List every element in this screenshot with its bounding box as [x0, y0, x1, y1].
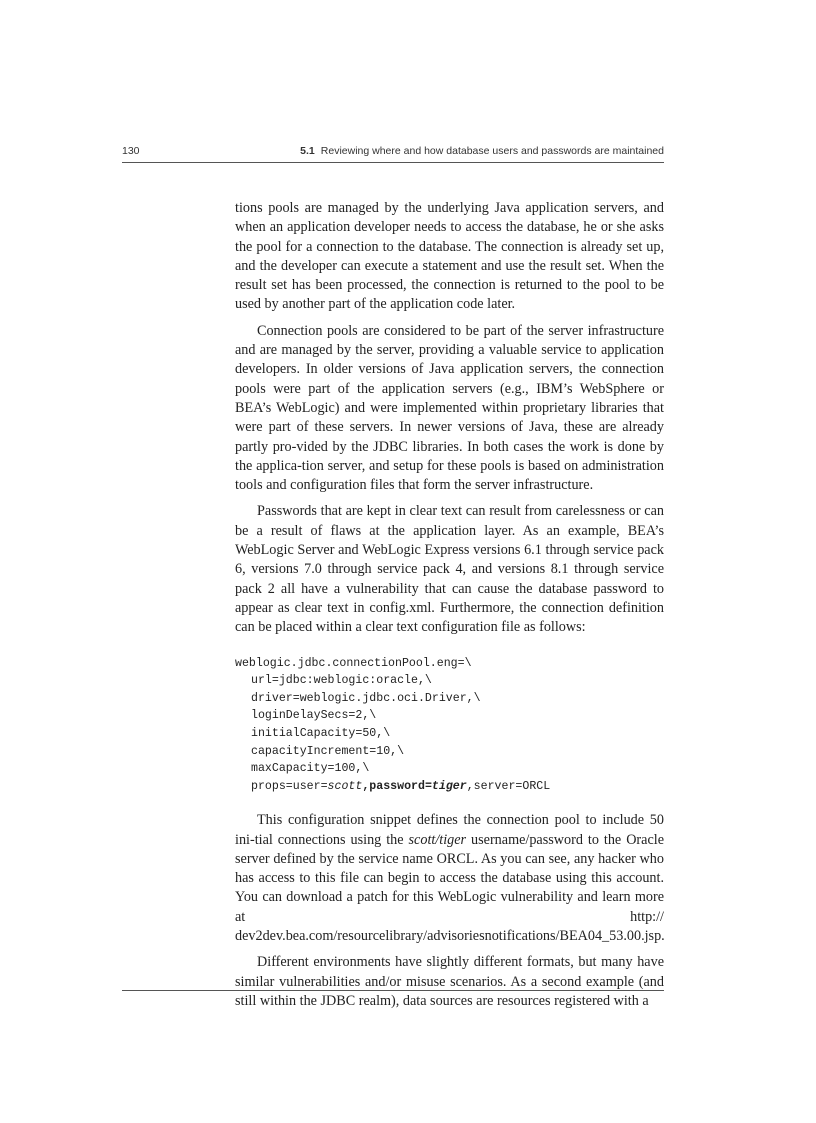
paragraph-2: Connection pools are considered to be part of the server infrastructure and are managed by the server, providing a valuable service to application developers. In older versions of Java application servers, the connection pools were part of the application servers (e.g., IBM’s WebSphere or BEA’s WebLogic) and were implemented within proprietary libraries that were part of these servers. In newer versions of Java, these are already partly pro-vided by the JDBC libraries. In both cases the work is done by the applica-tion server, and setup for these pools is based on administration tools and configuration files that form the server infrastructure.	[235, 322, 664, 494]
section-title: Reviewing where and how database users and passwords are maintained	[320, 145, 664, 157]
code-line: maxCapacity=100,\	[251, 762, 370, 776]
footer-rule	[122, 990, 664, 991]
paragraph-4-start: This configuration snippet defines the connection pool to include 50 ini-tial connections using the	[235, 812, 664, 848]
paragraph-4-emphasis: scott/tiger	[408, 831, 467, 848]
paragraph-4-end: username/password to the Oracle server defined by the service name ORCL. As you can see, any hacker who has access to this file can begin to access the database using this account. You can download a patch for this WebLogic vulnerability and learn more at http:// dev2dev.bea.com/resourcelibrary/advisoriesnotifications/BEA04_53.00.jsp.	[235, 831, 665, 945]
code-line: url=jdbc:weblogic:oracle,\	[251, 674, 432, 688]
paragraph-5: Different environments have slightly different formats, but many have similar vulnerabilities and/or misuse scenarios. As a second example (and still within the JDBC realm), data sources are resources registered with a	[235, 954, 664, 1009]
code-line: weblogic.jdbc.connectionPool.eng=\	[235, 656, 472, 670]
paragraph-4	[235, 811, 664, 946]
code-line: driver=weblogic.jdbc.oci.Driver,\	[251, 691, 481, 705]
code-user-value: scott	[327, 779, 363, 793]
code-password-value: tiger	[431, 779, 467, 793]
section-number: 5.1	[300, 145, 315, 157]
code-password-label: ,password=	[362, 779, 432, 793]
code-line: initialCapacity=50,\	[251, 726, 391, 740]
code-props-prefix: props=user=	[251, 779, 328, 793]
running-header	[122, 145, 664, 161]
code-line: capacityIncrement=10,\	[251, 744, 405, 758]
paragraph-3: Passwords that are kept in clear text can result from carelessness or can be a result of flaws at the application layer. As an example, BEA’s WebLogic Server and WebLogic Express versions 6.1 through service pack 6, versions 7.0 through service pack 4, and versions 8.1 through service pack 2 all have a vulnerability that can cause the database password to appear as clear text in config.xml. Furthermore, the connection definition can be placed within a clear text configuration file as follows:	[235, 503, 664, 636]
code-block	[235, 655, 664, 796]
running-head-title	[300, 145, 664, 157]
page-number: 130	[122, 145, 140, 157]
body-text	[235, 199, 664, 1018]
code-line-props	[235, 778, 664, 796]
code-line: loginDelaySecs=2,\	[251, 709, 377, 723]
paragraph-1: tions pools are managed by the underlying Java application servers, and when an application developer needs to access the database, he or she asks the pool for a connection to the database. The connection is already set up, and the developer can execute a statement and use the result set. When the result set has been processed, the connection is returned to the pool to be used by another part of the application code later.	[235, 200, 664, 313]
header-rule	[122, 162, 664, 163]
code-props-suffix: ,server=ORCL	[466, 779, 551, 793]
